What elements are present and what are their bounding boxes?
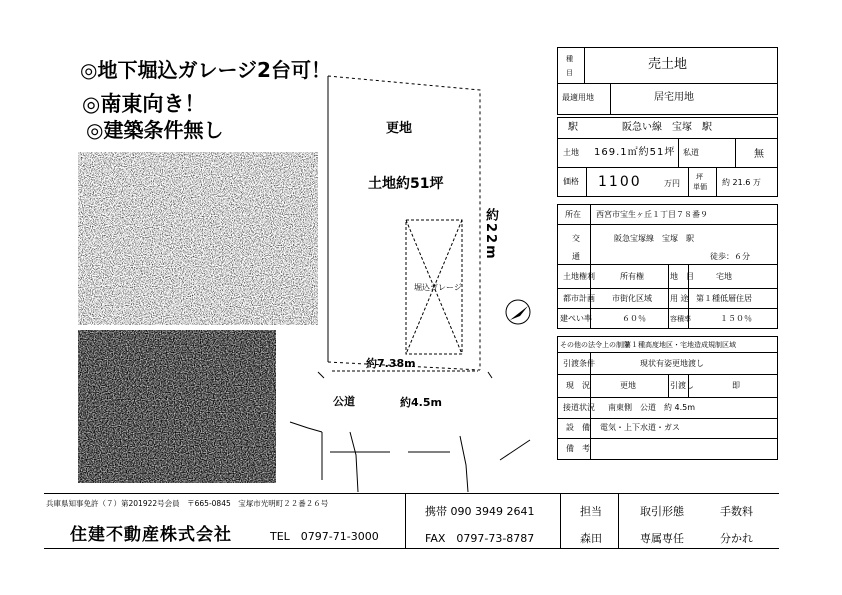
frontage-label: 約7.38m: [366, 357, 416, 370]
station: 阪急い線 宝塚 駅: [622, 122, 712, 133]
fax-number: FAX 0797-73-8787: [425, 532, 535, 545]
zoning: 第１種低層住居: [696, 294, 752, 303]
garage-label: 堀込ガレージ: [414, 283, 462, 292]
headline-southeast: ◎南東向き！: [82, 92, 206, 116]
price: 1100: [598, 174, 642, 190]
coverage-ratio: ６０％: [622, 314, 646, 323]
price-per-tsubo: 約 21.6 万: [722, 178, 761, 187]
delivery-conditions: 現状有姿更地渡し: [640, 359, 704, 368]
handover: 即: [732, 381, 740, 390]
access: 徒歩：６分: [710, 252, 750, 261]
land-area-label: 土地約51坪: [368, 176, 444, 192]
facilities: 電気・上下水道・ガス: [600, 423, 680, 432]
land-size: 169.1㎡約51坪: [594, 147, 676, 158]
address: 西宮市宝生ヶ丘１丁目７８番９: [596, 210, 708, 219]
compass-icon: [506, 300, 530, 324]
license-info: 兵庫県知事免許（７）第201922号会員 〒665-0845 宝塚市光明町２２番２６号: [46, 499, 329, 508]
road-contact: 南東側 公道 約 4.5m: [608, 403, 696, 412]
land-category: 宅地: [716, 272, 732, 281]
best-use: 居宅用地: [654, 92, 694, 103]
site-photo-bottom: [78, 330, 276, 483]
company-tel: TEL 0797-71-3000: [270, 530, 379, 543]
mobile-number: 携帯 090 3949 2641: [425, 505, 535, 518]
plot-map: [270, 60, 560, 500]
deal-type: 専属専任: [640, 532, 684, 545]
company-name: 住建不動産株式会社: [70, 525, 232, 545]
road-label: 公道: [333, 395, 355, 408]
depth-label: 約22m: [483, 208, 498, 261]
current-status: 更地: [620, 381, 636, 390]
headline-no-conditions: ◎建築条件無し: [86, 118, 224, 142]
headline-garage: ◎地下堀込ガレージ2台可！: [80, 58, 331, 82]
other-restrictions: 第１種高度地区・宅地造成規制区域: [624, 341, 736, 349]
road-width-label: 約4.5m: [400, 396, 442, 409]
transport: 阪急宝塚線 宝塚 駅: [614, 234, 694, 243]
property-type: 売土地: [648, 57, 688, 72]
floor-area-ratio: １５０％: [720, 314, 752, 323]
fee: 分かれ: [720, 532, 753, 545]
private-road: 無: [754, 149, 764, 160]
city-planning: 市街化区域: [612, 294, 652, 303]
land-rights: 所有権: [620, 272, 644, 281]
staff-name: 森田: [580, 532, 602, 545]
neighbor-label: 更地: [386, 121, 413, 136]
